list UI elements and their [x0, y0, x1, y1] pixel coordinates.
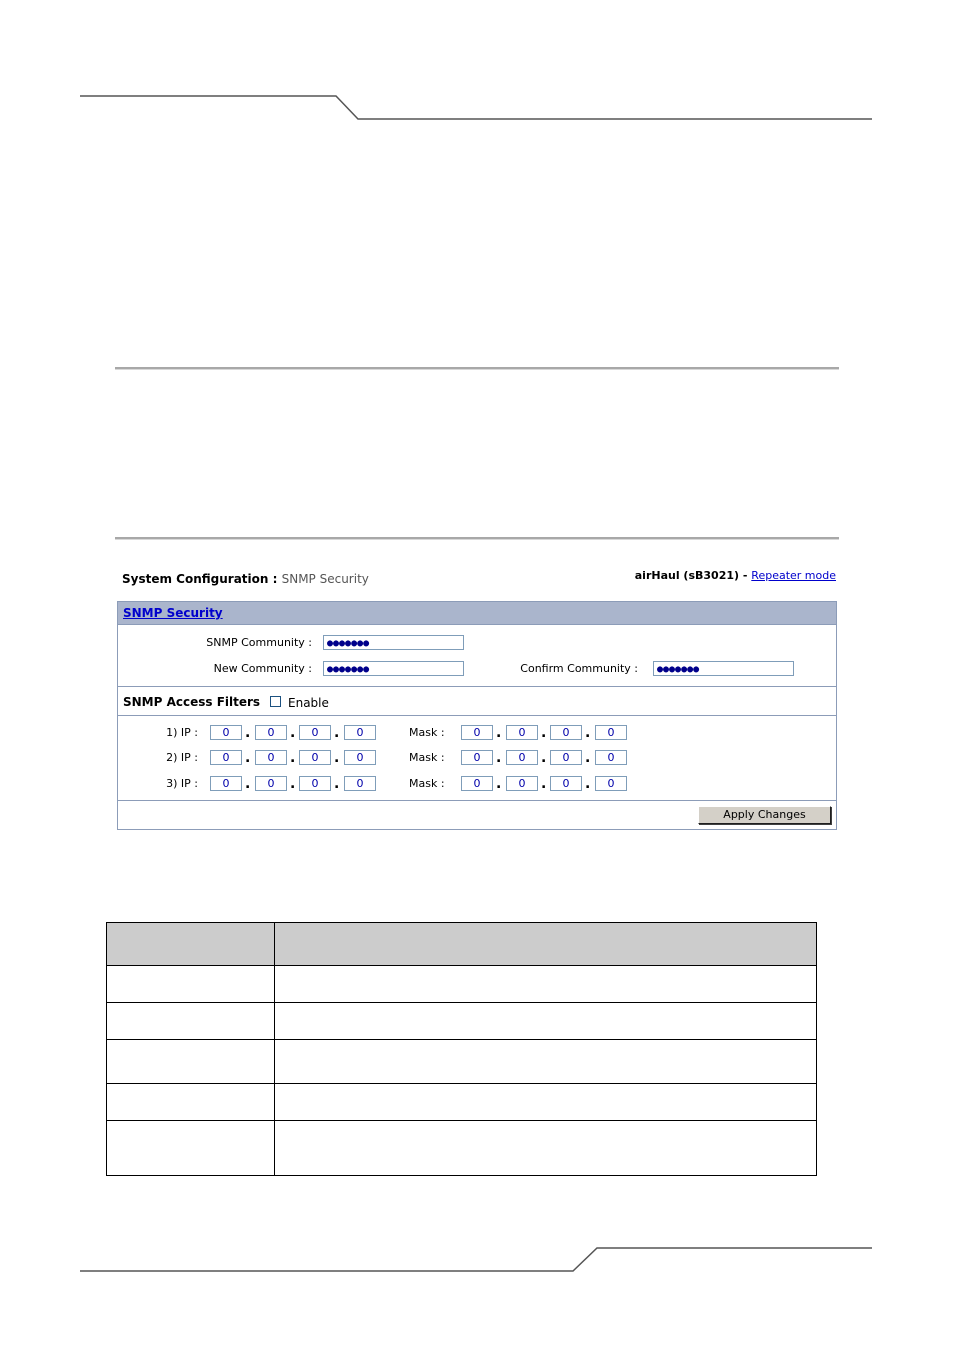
ip-octet-input[interactable]: 0: [299, 776, 331, 791]
mask-octet-input[interactable]: 0: [550, 750, 582, 765]
table-row: [107, 1084, 817, 1121]
enable-checkbox[interactable]: [270, 696, 281, 707]
table-row: [107, 966, 817, 1003]
octet-dot: .: [334, 750, 340, 766]
new-community-input[interactable]: ●●●●●●●: [323, 661, 464, 676]
table-header-row: [107, 923, 817, 966]
table-cell: [107, 1121, 275, 1176]
device-separator: -: [742, 569, 748, 582]
mask-octet-input[interactable]: 0: [550, 776, 582, 791]
octet-dot: .: [496, 776, 502, 792]
octet-dot: .: [496, 725, 502, 741]
table-cell: [107, 966, 275, 1003]
table-row: [107, 1040, 817, 1084]
mask-label: Mask :: [409, 751, 445, 764]
snmp-community-label: SNMP Community :: [206, 636, 312, 649]
device-name: airHaul (sB3021): [634, 569, 740, 582]
ip-octet-input[interactable]: 0: [299, 750, 331, 765]
parameter-table: [106, 922, 817, 1176]
ip-octet-input[interactable]: 0: [210, 725, 242, 740]
table-cell: [275, 1040, 817, 1084]
octet-dot: .: [541, 776, 547, 792]
octet-dot: .: [585, 776, 591, 792]
table-cell: [275, 966, 817, 1003]
table-header-cell: [275, 923, 817, 966]
mask-octet-input[interactable]: 0: [595, 750, 627, 765]
table-header-cell: [107, 923, 275, 966]
table-cell: [107, 1003, 275, 1040]
mask-octet-input[interactable]: 0: [550, 725, 582, 740]
mask-octet-input[interactable]: 0: [595, 725, 627, 740]
ip-octet-input[interactable]: 0: [299, 725, 331, 740]
panel-title-bar: [118, 602, 836, 625]
octet-dot: .: [585, 750, 591, 766]
page-title-sub: SNMP Security: [281, 572, 369, 586]
confirm-community-label: Confirm Community :: [520, 662, 638, 675]
table-cell: [275, 1084, 817, 1121]
snmp-community-input[interactable]: ●●●●●●●: [323, 635, 464, 650]
device-info: [635, 569, 836, 582]
table-cell: [107, 1040, 275, 1084]
table-row: [107, 1003, 817, 1040]
ip-octet-input[interactable]: 0: [210, 776, 242, 791]
ip-octet-input[interactable]: 0: [344, 725, 376, 740]
filter-ip-label: 2) IP :: [166, 751, 198, 764]
octet-dot: .: [585, 725, 591, 741]
snmp-security-link[interactable]: SNMP Security: [123, 606, 223, 620]
panel-separator: [118, 686, 836, 687]
mask-octet-input[interactable]: 0: [461, 776, 493, 791]
table-cell: [107, 1084, 275, 1121]
octet-dot: .: [541, 750, 547, 766]
mask-octet-input[interactable]: 0: [506, 776, 538, 791]
ip-octet-input[interactable]: 0: [344, 776, 376, 791]
mask-label: Mask :: [409, 777, 445, 790]
repeater-mode-link[interactable]: Repeater mode: [751, 569, 836, 582]
confirm-community-input[interactable]: ●●●●●●●: [653, 661, 794, 676]
octet-dot: .: [290, 725, 296, 741]
ip-octet-input[interactable]: 0: [255, 725, 287, 740]
ip-octet-input[interactable]: 0: [344, 750, 376, 765]
mask-octet-input[interactable]: 0: [595, 776, 627, 791]
mask-octet-input[interactable]: 0: [461, 725, 493, 740]
octet-dot: .: [496, 750, 502, 766]
table-cell: [275, 1003, 817, 1040]
octet-dot: .: [334, 725, 340, 741]
panel-separator: [118, 715, 836, 716]
octet-dot: .: [290, 776, 296, 792]
mask-octet-input[interactable]: 0: [461, 750, 493, 765]
table-cell: [275, 1121, 817, 1176]
mask-octet-input[interactable]: 0: [506, 725, 538, 740]
ip-octet-input[interactable]: 0: [210, 750, 242, 765]
filter-ip-label: 1) IP :: [166, 726, 198, 739]
mask-octet-input[interactable]: 0: [506, 750, 538, 765]
divider-top: [115, 367, 839, 370]
ip-octet-input[interactable]: 0: [255, 776, 287, 791]
octet-dot: .: [334, 776, 340, 792]
table-row: [107, 1121, 817, 1176]
ip-octet-input[interactable]: 0: [255, 750, 287, 765]
apply-changes-button[interactable]: Apply Changes: [698, 806, 831, 824]
snmp-security-panel: [117, 601, 837, 830]
octet-dot: .: [245, 776, 251, 792]
octet-dot: .: [290, 750, 296, 766]
enable-label: Enable: [288, 696, 329, 710]
panel-separator: [118, 800, 836, 801]
divider-bottom: [115, 537, 839, 540]
page-title: [122, 572, 369, 586]
octet-dot: .: [541, 725, 547, 741]
new-community-label: New Community :: [213, 662, 312, 675]
octet-dot: .: [245, 750, 251, 766]
access-filters-label: SNMP Access Filters: [123, 695, 261, 709]
mask-label: Mask :: [409, 726, 445, 739]
octet-dot: .: [245, 725, 251, 741]
page-title-main: System Configuration :: [122, 572, 278, 586]
filter-ip-label: 3) IP :: [166, 777, 198, 790]
